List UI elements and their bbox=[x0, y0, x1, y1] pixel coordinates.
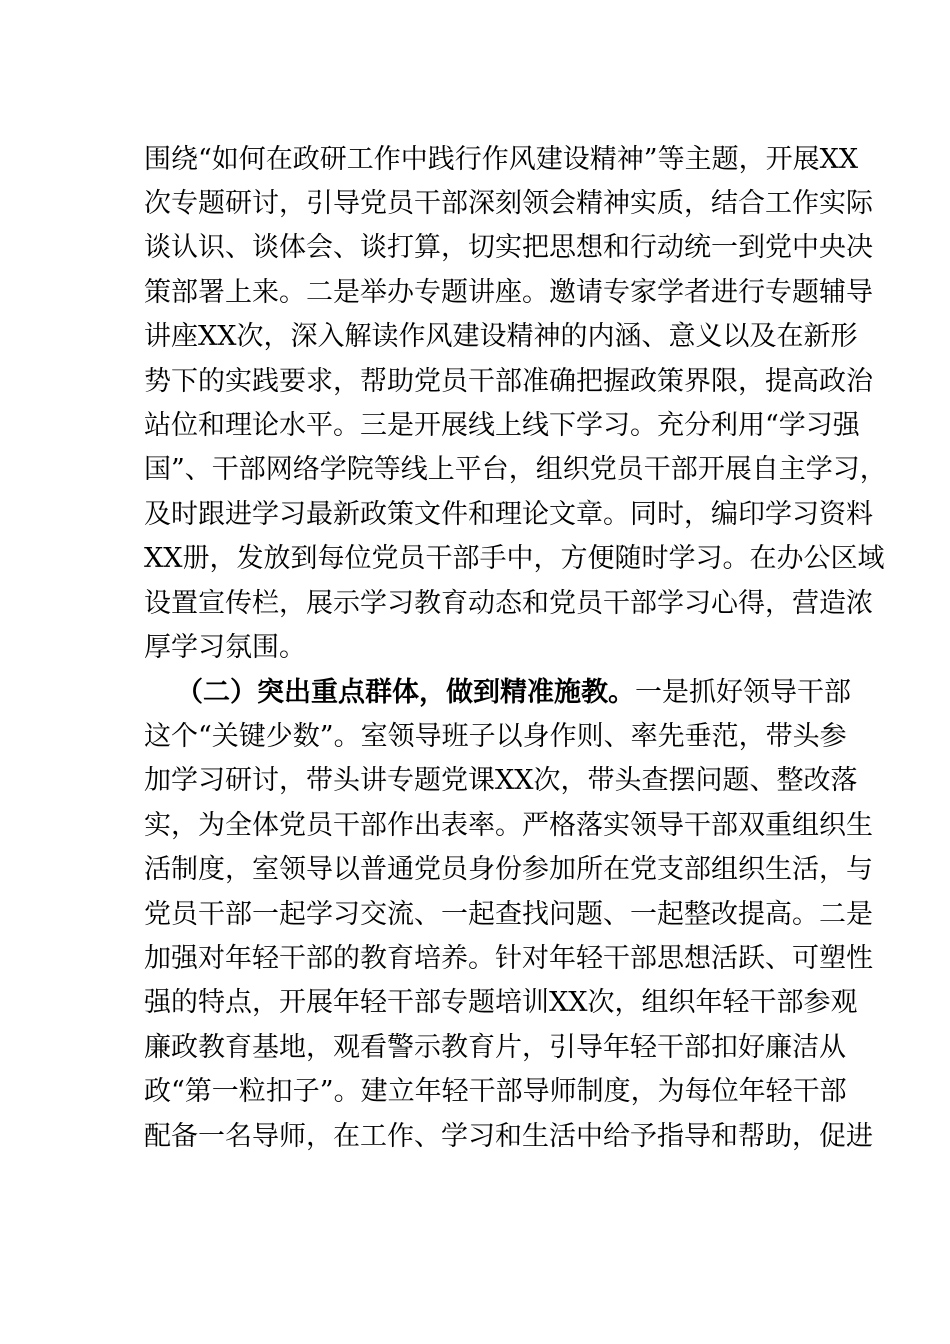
paragraph-2-line-3: 加学习研讨，带头讲专题党课XX次，带头查摆问题、整改落 bbox=[144, 765, 858, 796]
paragraph-1-line-2: 次专题研讨，引导党员干部深刻领会精神实质，结合工作实际 bbox=[144, 188, 873, 219]
paragraph-2-line-10: 政“第一粒扣子”。建立年轻干部导师制度，为每位年轻干部 bbox=[144, 1076, 847, 1107]
paragraph-1-line-7: 站位和理论水平。三是开展线上线下学习。充分利用“学习强 bbox=[144, 410, 860, 441]
paragraph-2-line-1-rest: 一是抓好领导干部 bbox=[635, 677, 851, 708]
paragraph-1-line-11: 设置宣传栏，展示学习教育动态和党员干部学习心得，营造浓 bbox=[144, 588, 873, 619]
paragraph-2-line-9: 廉政教育基地，观看警示教育片，引导年轻干部扣好廉洁从 bbox=[144, 1032, 846, 1063]
paragraph-2-line-8: 强的特点，开展年轻干部专题培训XX次，组织年轻干部参观 bbox=[144, 987, 858, 1018]
section-heading: （二）突出重点群体，做到精准施教。 bbox=[176, 677, 635, 708]
paragraph-1-line-8: 国”、干部网络学院等线上平台，组织党员干部开展自主学习， bbox=[144, 454, 887, 485]
paragraph-1-line-12: 厚学习氛围。 bbox=[144, 632, 306, 663]
paragraph-2-line-6: 党员干部一起学习交流、一起查找问题、一起整改提高。二是 bbox=[144, 899, 873, 930]
paragraph-2-line-11: 配备一名导师，在工作、学习和生活中给予指导和帮助，促进 bbox=[144, 1121, 873, 1152]
paragraph-1-line-4: 策部署上来。二是举办专题讲座。邀请专家学者进行专题辅导 bbox=[144, 277, 873, 308]
paragraph-1-line-6: 势下的实践要求，帮助党员干部准确把握政策界限，提高政治 bbox=[144, 366, 873, 397]
paragraph-1-line-3: 谈认识、谈体会、谈打算，切实把思想和行动统一到党中央决 bbox=[144, 232, 873, 263]
paragraph-2-line-2: 这个“关键少数”。室领导班子以身作则、率先垂范，带头参 bbox=[144, 721, 847, 752]
paragraph-1-line-1: 围绕“如何在政研工作中践行作风建设精神”等主题，开展XX bbox=[144, 144, 859, 175]
paragraph-1-line-10: XX册，发放到每位党员干部手中，方便随时学习。在办公区域 bbox=[144, 543, 885, 574]
paragraph-2-line-5: 活制度，室领导以普通党员身份参加所在党支部组织生活，与 bbox=[144, 854, 873, 885]
paragraph-1-line-9: 及时跟进学习最新政策文件和理论文章。同时，编印学习资料 bbox=[144, 499, 873, 530]
paragraph-2-line-7: 加强对年轻干部的教育培养。针对年轻干部思想活跃、可塑性 bbox=[144, 943, 873, 974]
paragraph-2-line-4: 实，为全体党员干部作出表率。严格落实领导干部双重组织生 bbox=[144, 810, 873, 841]
paragraph-1-line-5: 讲座XX次，深入解读作风建设精神的内涵、意义以及在新形 bbox=[144, 321, 858, 352]
paragraph-2-line-1 bbox=[176, 673, 851, 713]
